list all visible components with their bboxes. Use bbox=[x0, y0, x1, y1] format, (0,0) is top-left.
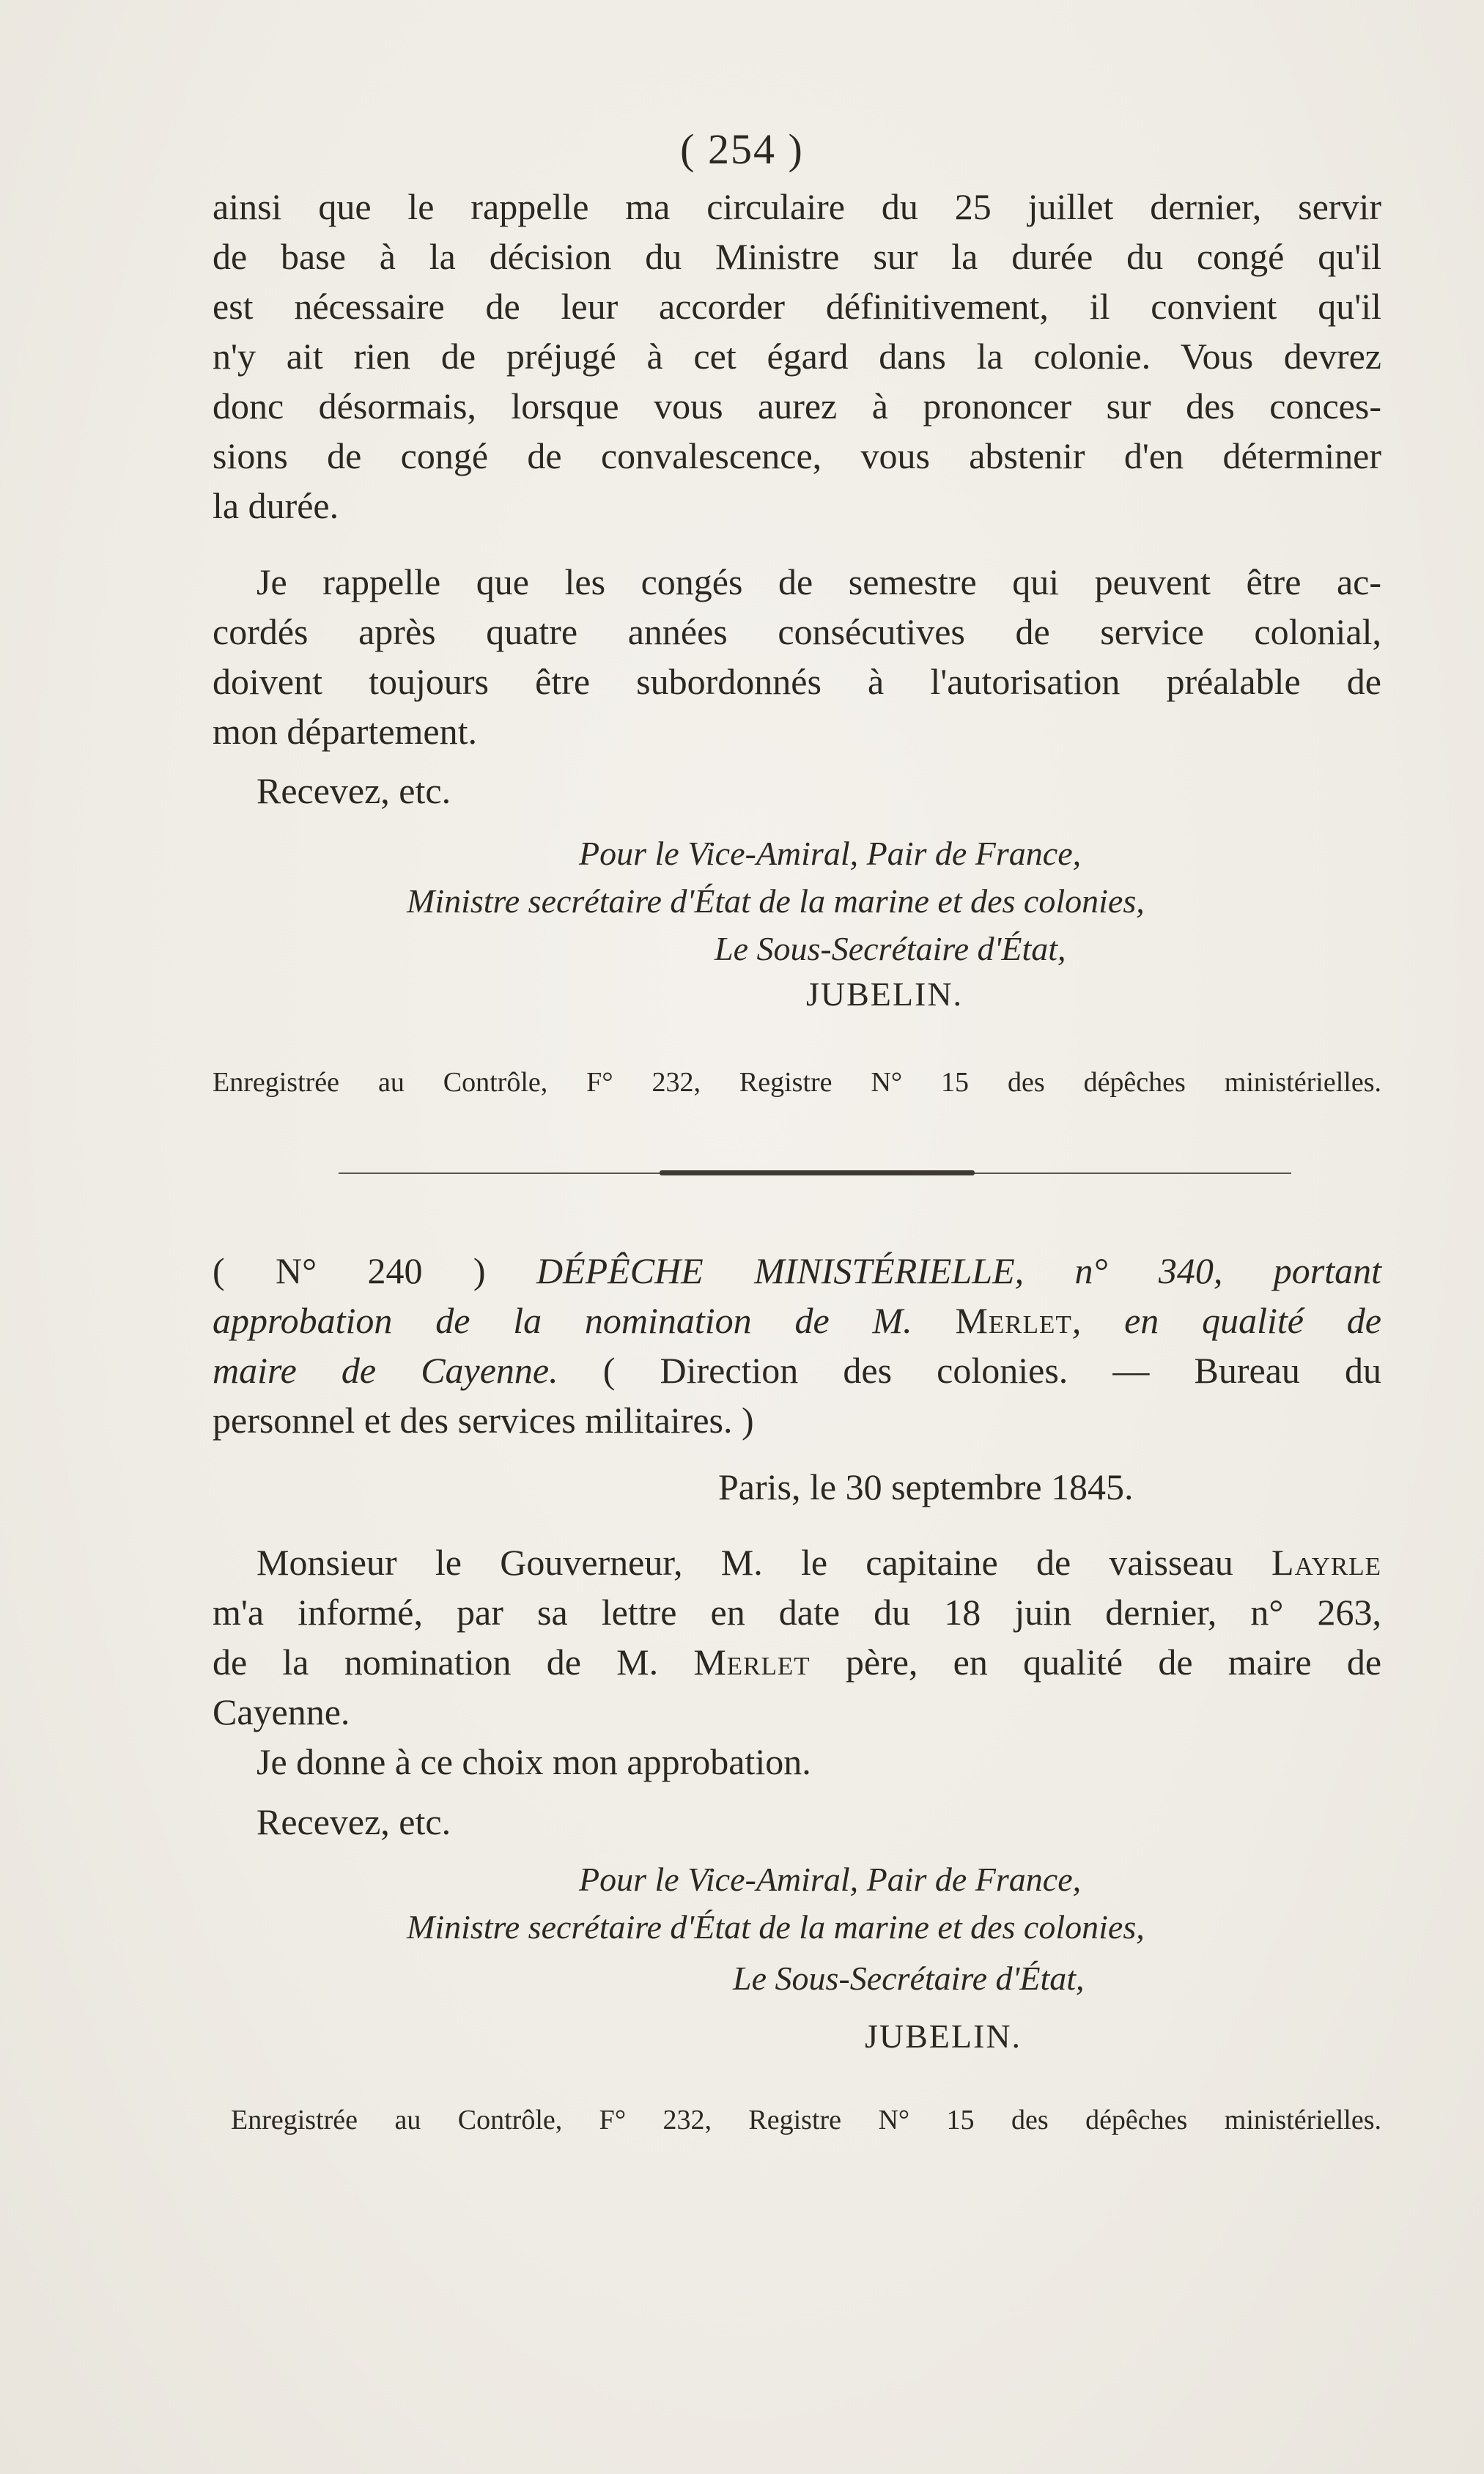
dispatch-direction: ( Direction des colonies. — Bureau du bbox=[602, 1350, 1381, 1391]
dispatch-title-line bbox=[213, 1345, 1381, 1395]
text-line: mon département. bbox=[213, 711, 477, 752]
person-name: Layrle bbox=[1271, 1542, 1382, 1583]
signature-1-line-2: Ministre secrétaire d'État de la marine et des colonies, bbox=[407, 882, 1145, 920]
paragraph-4 bbox=[213, 1737, 1381, 1787]
text-segment: Monsieur le Gouverneur, M. le capitaine de vaisseau bbox=[256, 1542, 1233, 1583]
signature-1-name: JUBELIN. bbox=[806, 975, 964, 1013]
person-name: Merlet bbox=[693, 1642, 811, 1683]
signature-2-line-2: Ministre secrétaire d'État de la marine et des colonies, bbox=[407, 1908, 1145, 1946]
text-line: ainsi que le rappelle ma circulaire du 25 juillet dernier, servir bbox=[213, 186, 1381, 227]
dispatch-date: Paris, le 30 septembre 1845. bbox=[718, 1466, 1134, 1507]
dispatch-title-line bbox=[213, 1246, 1381, 1296]
paragraph-1 bbox=[213, 182, 1381, 531]
separator-rule-center bbox=[660, 1170, 975, 1175]
closing-text: Recevez, etc. bbox=[256, 770, 451, 811]
text-segment: père, en qualité de maire de bbox=[845, 1642, 1382, 1683]
text-line: de base à la décision du Ministre sur la durée du congé qu'il bbox=[213, 236, 1381, 277]
dispatch-number: ( N° 240 ) bbox=[213, 1250, 486, 1291]
text-line: m'a informé, par sa lettre en date du 18 juin dernier, n° 263, bbox=[213, 1592, 1381, 1633]
closing-1 bbox=[213, 766, 1381, 816]
dispatch-direction-line: personnel et des services militaires. ) bbox=[213, 1400, 754, 1441]
dispatch-title: , en qualité de bbox=[1071, 1300, 1381, 1341]
text-line: doivent toujours être subordonnés à l'autorisation préalable de bbox=[213, 661, 1381, 702]
closing-2 bbox=[213, 1797, 1381, 1847]
registration-2: Enregistrée au Contrôle, F° 232, Registre N° 15 des dépêches ministérielles. bbox=[231, 2105, 1381, 2135]
text-line: la durée. bbox=[213, 485, 339, 526]
closing-text: Recevez, etc. bbox=[256, 1801, 451, 1842]
dispatch-date-block bbox=[213, 1462, 1381, 1512]
text-line: sions de congé de convalescence, vous abstenir d'en déterminer bbox=[213, 435, 1381, 476]
page-number: ( 254 ) bbox=[680, 125, 804, 173]
paragraph-2 bbox=[213, 557, 1381, 756]
dispatch-title: maire de Cayenne. bbox=[213, 1350, 558, 1391]
dispatch-title: DÉPÊCHE MINISTÉRIELLE, n° 340, portant bbox=[536, 1250, 1382, 1291]
signature-2-line-1: Pour le Vice-Amiral, Pair de France, bbox=[579, 1861, 1082, 1898]
person-name: Merlet bbox=[955, 1300, 1072, 1341]
signature-2-line-3: Le Sous-Secrétaire d'État, bbox=[733, 1960, 1085, 1997]
text-line: Je rappelle que les congés de semestre qui peuvent être ac- bbox=[256, 561, 1381, 602]
dispatch-title: approbation de la nomination de M. bbox=[213, 1300, 912, 1341]
text-line: cordés après quatre années consécutives de service colonial, bbox=[213, 611, 1381, 652]
dispatch-heading bbox=[213, 1246, 1381, 1445]
text-line bbox=[213, 1537, 1381, 1587]
text-line: donc désormais, lorsque vous aurez à prononcer sur des conces- bbox=[213, 385, 1381, 427]
signature-1-line-3: Le Sous-Secrétaire d'État, bbox=[715, 930, 1066, 967]
text-line: est nécessaire de leur accorder définitivement, il convient qu'il bbox=[213, 286, 1381, 327]
text-line: Je donne à ce choix mon approbation. bbox=[256, 1741, 811, 1782]
registration-1: Enregistrée au Contrôle, F° 232, Registre N° 15 des dépêches ministérielles. bbox=[213, 1067, 1381, 1098]
paragraph-3 bbox=[213, 1537, 1381, 1737]
text-line: n'y ait rien de préjugé à cet égard dans la colonie. Vous devrez bbox=[213, 336, 1381, 377]
signature-2-name: JUBELIN. bbox=[865, 2017, 1022, 2055]
text-segment: de la nomination de M. bbox=[213, 1642, 659, 1683]
signature-1-line-1: Pour le Vice-Amiral, Pair de France, bbox=[579, 835, 1082, 872]
text-line bbox=[213, 1637, 1381, 1687]
text-line: Cayenne. bbox=[213, 1691, 350, 1732]
dispatch-title-line bbox=[213, 1296, 1381, 1345]
